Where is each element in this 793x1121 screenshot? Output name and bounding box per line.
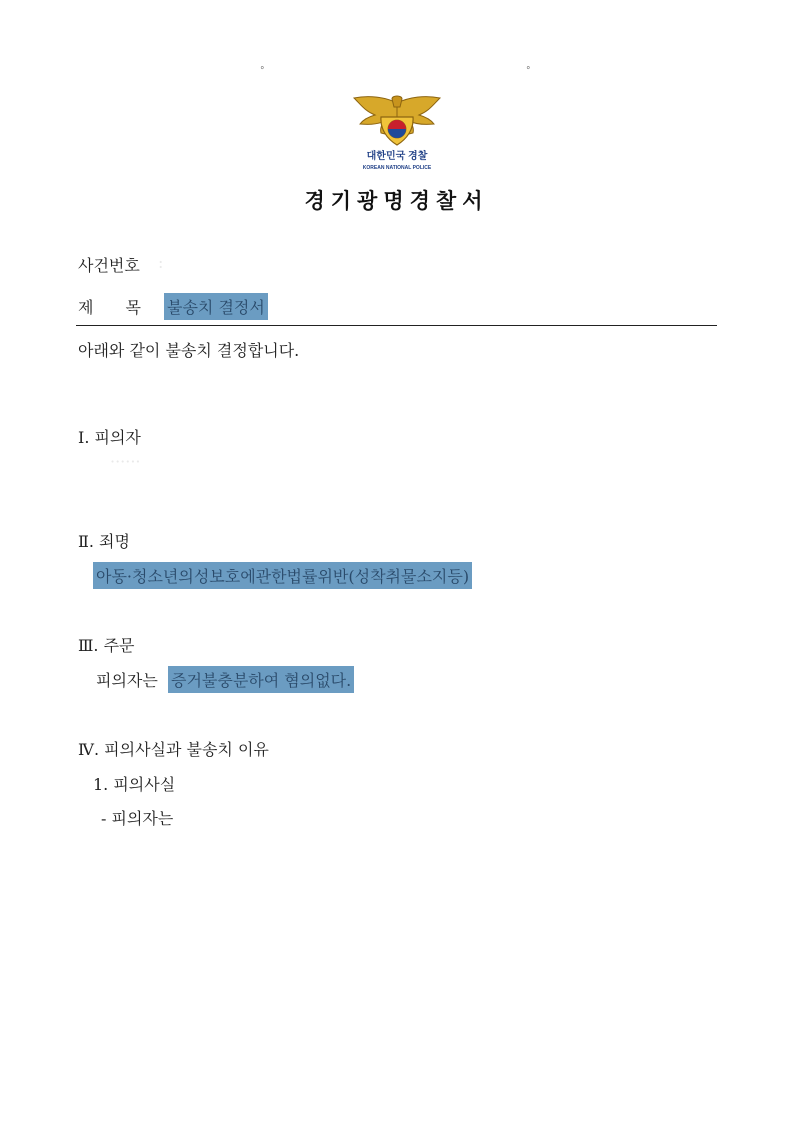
intro-text: 아래와 같이 불송치 결정합니다.: [78, 341, 300, 360]
section-3-heading: Ⅲ. 주문: [78, 636, 135, 655]
section-2-heading: Ⅱ. 죄명: [78, 532, 130, 551]
case-number-label: 사건번호: [78, 256, 140, 275]
logo-text-en: KOREAN NATIONAL POLICE: [362, 165, 432, 171]
charge-name: 아동·청소년의성보호에관한법률위반(성착취물소지등): [93, 562, 472, 589]
allegation-text: - 피의자는: [101, 809, 174, 828]
disposition-value: 증거불충분하여 혐의없다.: [168, 666, 354, 693]
org-title: 경기광명경찰서: [304, 188, 489, 213]
suspect-name-redacted: ······: [110, 452, 141, 471]
header-rule: [76, 325, 717, 326]
section-1-heading: Ⅰ. 피의자: [78, 428, 141, 447]
header-mark-right: °: [526, 66, 531, 76]
subject-label: 제 목: [78, 298, 141, 317]
header-mark-left: °: [260, 66, 265, 76]
section-4-heading: Ⅳ. 피의사실과 불송치 이유: [78, 740, 269, 759]
logo-text-ko: 대한민국 경찰: [366, 151, 428, 162]
case-number-value: :: [158, 253, 164, 272]
police-emblem-logo: [351, 93, 443, 175]
disposition-prefix: 피의자는: [96, 671, 158, 690]
subject-value: 불송치 결정서: [164, 293, 268, 320]
section-4-sub-1: 1. 피의사실: [93, 775, 176, 794]
